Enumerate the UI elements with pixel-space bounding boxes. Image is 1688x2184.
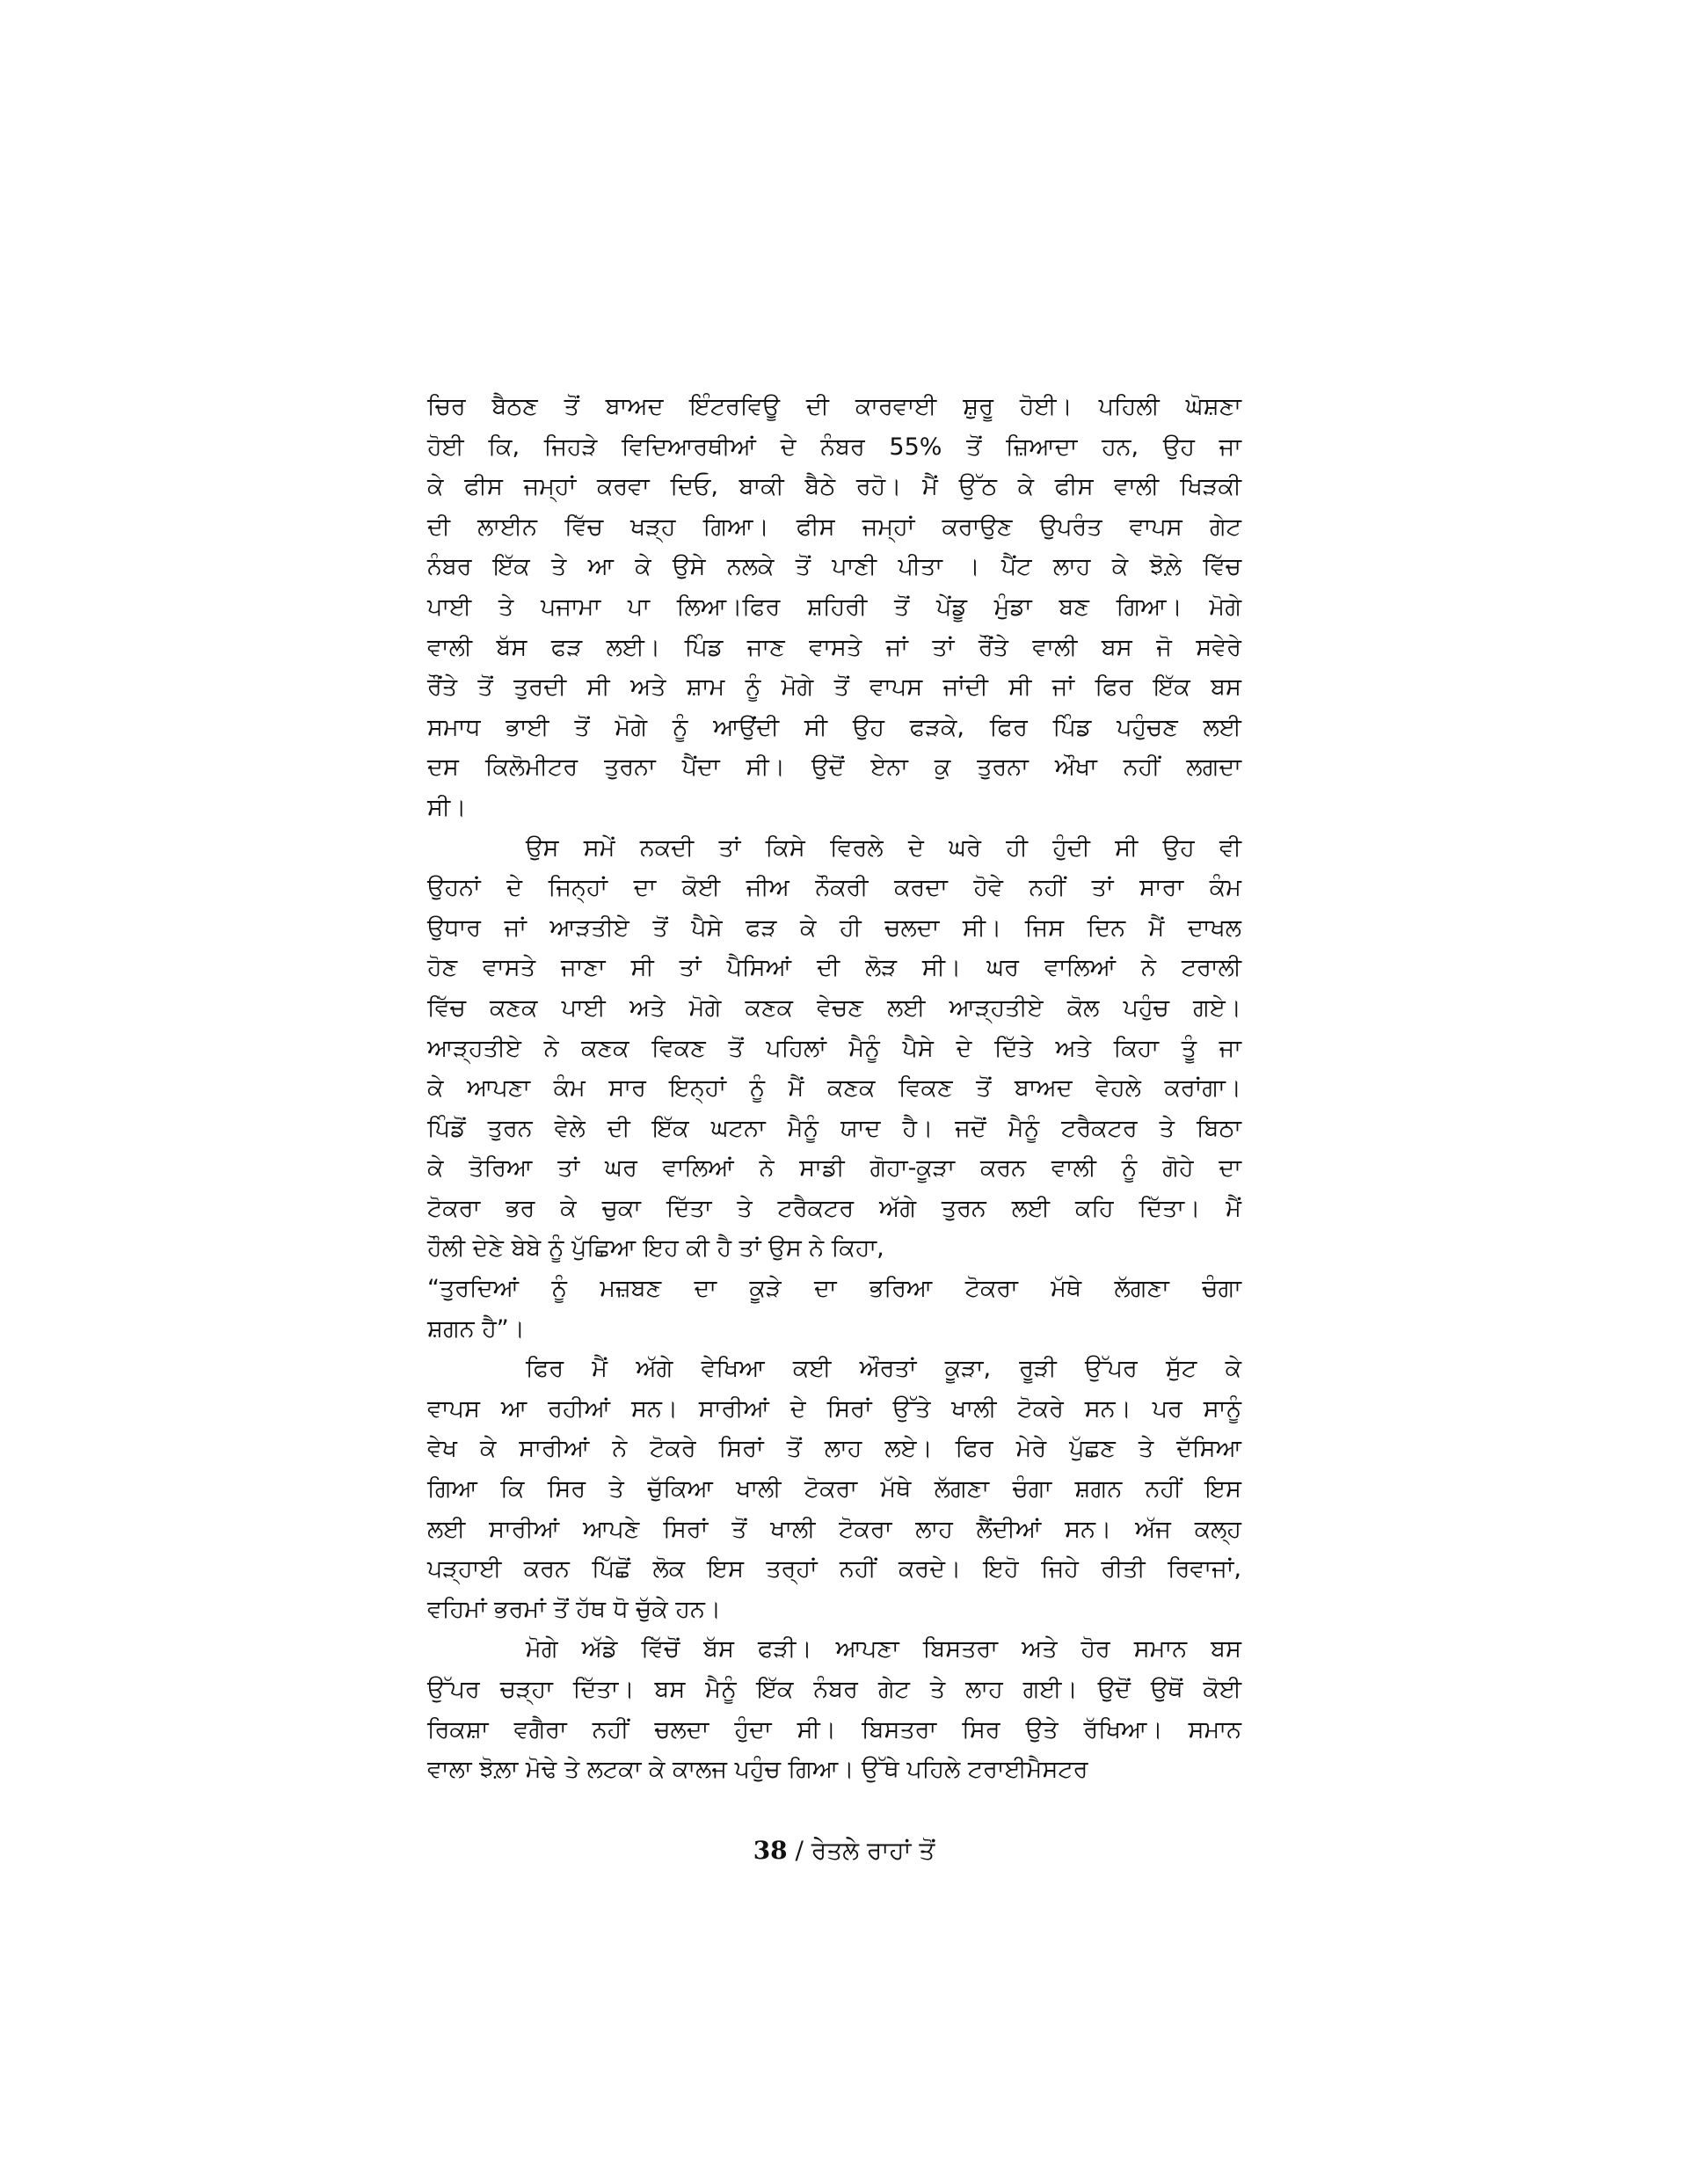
- book-title: ਰੇਤਲੇ ਰਾਹਾਂ ਤੋਂ: [811, 1836, 935, 1865]
- text-line: ਉੱਪਰ ਚੜ੍ਹਾ ਦਿੱਤਾ। ਬਸ ਮੈਨੂੰ ਇੱਕ ਨੰਬਰ ਗੇਟ ਤੇ ਲਾਹ ਗਈ। ਉਦੋਂ ਉਥੋਂ ਕੋਈ: [427, 1676, 1241, 1703]
- page-footer: [0, 1836, 1688, 1866]
- text-line: ਕੇ ਫੀਸ ਜਮ੍ਹਾਂ ਕਰਵਾ ਦਿਓ, ਬਾਕੀ ਬੈਠੇ ਰਹੋ। ਮੈਂ ਉੱਠ ਕੇ ਫੀਸ ਵਾਲੀ ਖਿੜਕੀ: [427, 473, 1241, 501]
- text-line: ਵਹਿਮਾਂ ਭਰਮਾਂ ਤੋਂ ਹੱਥ ਧੋ ਚੁੱਕੇ ਹਨ।: [427, 1595, 722, 1623]
- text-line: ਕੇ ਤੋਰਿਆ ਤਾਂ ਘਰ ਵਾਲਿਆਂ ਨੇ ਸਾਡੀ ਗੋਹਾ-ਕੂੜਾ ਕਰਨ ਵਾਲੀ ਨੂੰ ਗੋਹੇ ਦਾ: [427, 1154, 1241, 1183]
- text-line: ਟੋਕਰਾ ਭਰ ਕੇ ਚੁਕਾ ਦਿੱਤਾ ਤੇ ਟਰੈਕਟਰ ਅੱਗੇ ਤੁਰਨ ਲਈ ਕਹਿ ਦਿੱਤਾ। ਮੈਂ: [427, 1194, 1241, 1222]
- text-line: ਹੋਣ ਵਾਸਤੇ ਜਾਣਾ ਸੀ ਤਾਂ ਪੈਸਿਆਂ ਦੀ ਲੋੜ ਸੀ। ਘਰ ਵਾਲਿਆਂ ਨੇ ਟਰਾਲੀ: [427, 954, 1241, 982]
- paragraph: [427, 1629, 1241, 1789]
- text-line: ਵਾਲਾ ਝੋਲ਼ਾ ਮੋਢੇ ਤੇ ਲਟਕਾ ਕੇ ਕਾਲਜ ਪਹੁੰਚ ਗਿਆ। ਉੱਥੇ ਪਹਿਲੇ ਟਰਾਈਮੈਸਟਰ: [427, 1756, 1088, 1784]
- body-text: [427, 387, 1241, 1790]
- text-line: ਪਿੰਡੋਂ ਤੁਰਨ ਵੇਲੇ ਦੀ ਇੱਕ ਘਟਨਾ ਮੈਨੂੰ ਯਾਦ ਹੈ। ਜਦੋਂ ਮੈਨੂੰ ਟਰੈਕਟਰ ਤੇ ਬਿਠਾ: [427, 1114, 1241, 1142]
- paragraph: [427, 1349, 1241, 1629]
- text-line: ਵਾਲੀ ਬੱਸ ਫੜ ਲਈ। ਪਿੰਡ ਜਾਣ ਵਾਸਤੇ ਜਾਂ ਤਾਂ ਰੌਂਤੇ ਵਾਲੀ ਬਸ ਜੋ ਸਵੇਰੇ: [427, 633, 1241, 661]
- paragraph: [427, 828, 1241, 1270]
- paragraph: [427, 387, 1241, 828]
- text-line: ਨੰਬਰ ਇੱਕ ਤੇ ਆ ਕੇ ਉਸੇ ਨਲਕੇ ਤੋਂ ਪਾਣੀ ਪੀਤਾ । ਪੈਂਟ ਲਾਹ ਕੇ ਝੋਲ਼ੇ ਵਿੱਚ: [427, 553, 1241, 581]
- text-line: ਵਿੱਚ ਕਣਕ ਪਾਈ ਅਤੇ ਮੋਗੇ ਕਣਕ ਵੇਚਣ ਲਈ ਆੜ੍ਹਤੀਏ ਕੋਲ ਪਹੁੰਚ ਗਏ।: [427, 994, 1241, 1022]
- text-line: ਮੋਗੇ ਅੱਡੇ ਵਿੱਚੋਂ ਬੱਸ ਫੜੀ। ਆਪਣਾ ਬਿਸਤਰਾ ਅਤੇ ਹੋਰ ਸਮਾਨ ਬਸ: [526, 1635, 1241, 1663]
- text-line: ਉਧਾਰ ਜਾਂ ਆੜਤੀਏ ਤੋਂ ਪੈਸੇ ਫੜ ਕੇ ਹੀ ਚਲਦਾ ਸੀ। ਜਿਸ ਦਿਨ ਮੈਂ ਦਾਖਲ: [427, 914, 1241, 942]
- footer-separator: /: [787, 1836, 811, 1865]
- text-line: ਵੇਖ ਕੇ ਸਾਰੀਆਂ ਨੇ ਟੋਕਰੇ ਸਿਰਾਂ ਤੋਂ ਲਾਹ ਲਏ। ਫਿਰ ਮੇਰੇ ਪੁੱਛਣ ਤੇ ਦੱਸਿਆ: [427, 1435, 1241, 1463]
- text-line: ਦੀ ਲਾਈਨ ਵਿੱਚ ਖੜ੍ਹ ਗਿਆ। ਫੀਸ ਜਮ੍ਹਾਂ ਕਰਾਉਣ ਉਪਰੰਤ ਵਾਪਸ ਗੇਟ: [427, 513, 1241, 541]
- text-line: ਉਹਨਾਂ ਦੇ ਜਿਨ੍ਹਾਂ ਦਾ ਕੋਈ ਜੀਅ ਨੌਕਰੀ ਕਰਦਾ ਹੋਵੇ ਨਹੀਂ ਤਾਂ ਸਾਰਾ ਕੰਮ: [427, 874, 1241, 902]
- text-line: ਸਮਾਧ ਭਾਈ ਤੋਂ ਮੋਗੇ ਨੂੰ ਆਉਂਦੀ ਸੀ ਉਹ ਫੜਕੇ, ਫਿਰ ਪਿੰਡ ਪਹੁੰਚਣ ਲਈ: [427, 713, 1241, 741]
- page-number: 38: [753, 1836, 788, 1865]
- text-line: ਚਿਰ ਬੈਠਣ ਤੋਂ ਬਾਅਦ ਇੰਟਰਵਿਊ ਦੀ ਕਾਰਵਾਈ ਸ਼ੁਰੂ ਹੋਈ। ਪਹਿਲੀ ਘੋਸ਼ਣਾ: [427, 393, 1241, 420]
- text-line: ਹੌਲੀ ਦੇਣੇ ਬੇਬੇ ਨੂੰ ਪੁੱਛਿਆ ਇਹ ਕੀ ਹੈ ਤਾਂ ਉਸ ਨੇ ਕਿਹਾ,: [427, 1234, 884, 1263]
- text-line: ਆੜ੍ਹਤੀਏ ਨੇ ਕਣਕ ਵਿਕਣ ਤੋਂ ਪਹਿਲਾਂ ਮੈਨੂੰ ਪੈਸੇ ਦੇ ਦਿੱਤੇ ਅਤੇ ਕਿਹਾ ਤੂੰ ਜਾ: [427, 1034, 1241, 1062]
- text-line: ਸੀ।: [427, 793, 467, 821]
- text-line: ਦਸ ਕਿਲੋਮੀਟਰ ਤੁਰਨਾ ਪੈਂਦਾ ਸੀ। ਉਦੋਂ ਏਨਾ ਕੁ ਤੁਰਨਾ ਔਖਾ ਨਹੀਂ ਲਗਦਾ: [427, 753, 1241, 782]
- text-line: ਗਿਆ ਕਿ ਸਿਰ ਤੇ ਚੁੱਕਿਆ ਖਾਲੀ ਟੋਕਰਾ ਮੱਥੇ ਲੱਗਣਾ ਚੰਗਾ ਸ਼ਗਨ ਨਹੀਂ ਇਸ: [427, 1475, 1241, 1503]
- text-line: ਵਾਪਸ ਆ ਰਹੀਆਂ ਸਨ। ਸਾਰੀਆਂ ਦੇ ਸਿਰਾਂ ਉੱਤੇ ਖਾਲੀ ਟੋਕਰੇ ਸਨ। ਪਰ ਸਾਨੂੰ: [427, 1394, 1241, 1423]
- text-line: ਉਸ ਸਮੇਂ ਨਕਦੀ ਤਾਂ ਕਿਸੇ ਵਿਰਲੇ ਦੇ ਘਰੇ ਹੀ ਹੁੰਦੀ ਸੀ ਉਹ ਵੀ: [526, 834, 1241, 862]
- text-line: ਕੇ ਆਪਣਾ ਕੰਮ ਸਾਰ ਇਨ੍ਹਾਂ ਨੂੰ ਮੈਂ ਕਣਕ ਵਿਕਣ ਤੋਂ ਬਾਅਦ ਵੇਹਲੇ ਕਰਾਂਗਾ।: [427, 1074, 1241, 1103]
- text-line: ਸ਼ਗਨ ਹੈ”।: [427, 1314, 525, 1343]
- text-line: ਲਈ ਸਾਰੀਆਂ ਆਪਣੇ ਸਿਰਾਂ ਤੋਂ ਖਾਲੀ ਟੋਕਰਾ ਲਾਹ ਲੈਂਦੀਆਂ ਸਨ। ਅੱਜ ਕਲ੍ਹ: [427, 1515, 1241, 1543]
- text-line: ਰੌਂਤੇ ਤੋਂ ਤੁਰਦੀ ਸੀ ਅਤੇ ਸ਼ਾਮ ਨੂੰ ਮੋਗੇ ਤੋਂ ਵਾਪਸ ਜਾਂਦੀ ਸੀ ਜਾਂ ਫਿਰ ਇੱਕ ਬਸ: [427, 673, 1241, 702]
- text-line: “ਤੁਰਦਿਆਂ ਨੂੰ ਮਜ਼ਬਣ ਦਾ ਕੂੜੇ ਦਾ ਭਰਿਆ ਟੋਕਰਾ ਮੱਥੇ ਲੱਗਣਾ ਚੰਗਾ: [427, 1275, 1241, 1303]
- paragraph: [427, 1269, 1241, 1349]
- text-line: ਫਿਰ ਮੈਂ ਅੱਗੇ ਵੇਖਿਆ ਕਈ ਔਰਤਾਂ ਕੂੜਾ, ਰੂੜੀ ਉੱਪਰ ਸੁੱਟ ਕੇ: [526, 1355, 1241, 1383]
- text-line: ਪਾਈ ਤੇ ਪਜਾਮਾ ਪਾ ਲਿਆ।ਫਿਰ ਸ਼ਹਿਰੀ ਤੋਂ ਪੇਂਡੂ ਮੁੰਡਾ ਬਣ ਗਿਆ। ਮੋਗੇ: [427, 593, 1241, 621]
- text-line: ਪੜ੍ਹਾਈ ਕਰਨ ਪਿੱਛੋਂ ਲੋਕ ਇਸ ਤਰ੍ਹਾਂ ਨਹੀਂ ਕਰਦੇ। ਇਹੋ ਜਿਹੇ ਰੀਤੀ ਰਿਵਾਜਾਂ,: [427, 1555, 1241, 1583]
- text-line: ਹੋਈ ਕਿ, ਜਿਹੜੇ ਵਿਦਿਆਰਥੀਆਂ ਦੇ ਨੰਬਰ 55% ਤੋਂ ਜ਼ਿਆਦਾ ਹਨ, ਉਹ ਜਾ: [427, 433, 1241, 461]
- text-line: ਰਿਕਸ਼ਾ ਵਗੈਰਾ ਨਹੀਂ ਚਲਦਾ ਹੁੰਦਾ ਸੀ। ਬਿਸਤਰਾ ਸਿਰ ਉਤੇ ਰੱਖਿਆ। ਸਮਾਨ: [427, 1715, 1241, 1744]
